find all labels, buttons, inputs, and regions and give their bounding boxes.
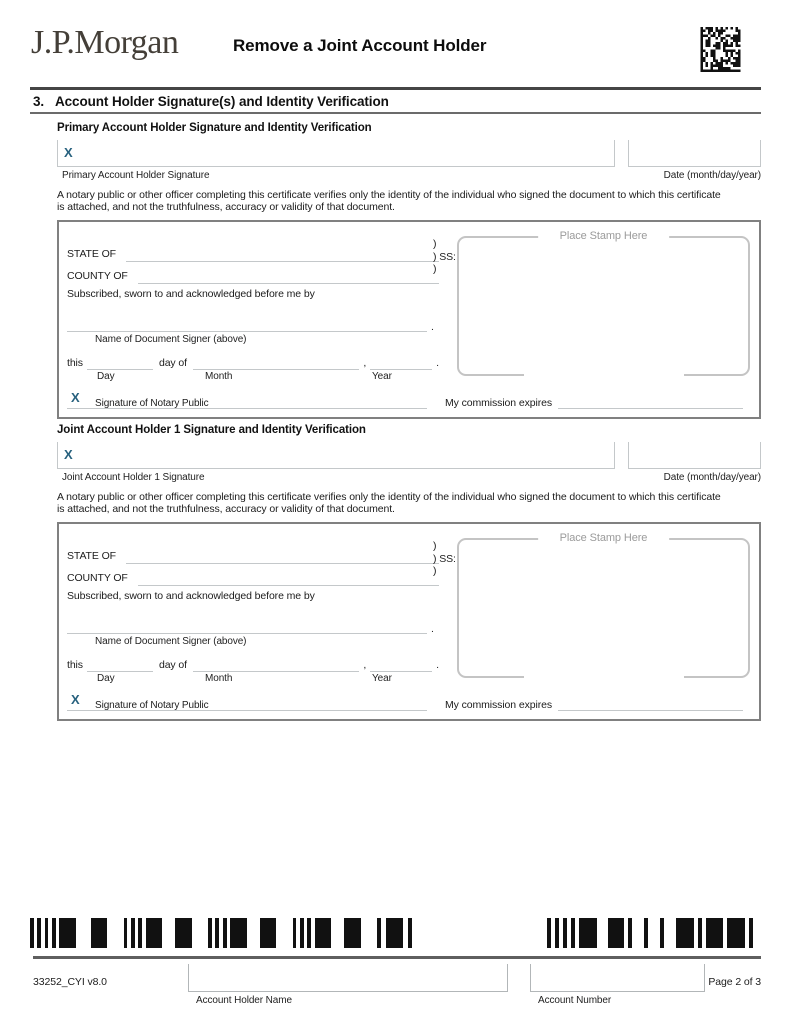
joint-date-input[interactable]	[628, 442, 761, 469]
signature-x-mark: X	[64, 145, 73, 160]
year-label: Year	[372, 371, 392, 382]
signature-label: Primary Account Holder Signature	[62, 170, 210, 181]
joint-signature-input[interactable]	[57, 442, 615, 469]
year-input[interactable]	[370, 658, 432, 672]
state-input[interactable]	[126, 248, 439, 262]
form-title: Remove a Joint Account Holder	[233, 36, 487, 55]
block-heading: Primary Account Holder Signature and Identity Verification	[57, 122, 372, 134]
day-of-word: day of	[158, 659, 187, 671]
this-word: this	[67, 357, 83, 369]
signer-name-label: Name of Document Signer (above)	[95, 636, 247, 647]
subscribed-text: Subscribed, sworn to and acknowledged before me by	[67, 590, 315, 602]
jpmorgan-logo: J.P.Morgan	[31, 24, 179, 61]
signature-label: Joint Account Holder 1 Signature	[62, 472, 205, 483]
state-of-label: STATE OF	[67, 550, 116, 562]
signer-name-input[interactable]	[67, 318, 427, 332]
date-label: Date (month/day/year)	[663, 170, 761, 181]
account-holder-name-input[interactable]	[188, 964, 508, 992]
day-of-word: day of	[158, 357, 187, 369]
notary-box: STATE OF COUNTY OF Subscribed, sworn to and acknowledged before me by . Name of Document Signer (above) this day of , . Day Month Year X ) ) SS: ) Place Stamp Here Signature of Notary Public My commission expires	[57, 522, 761, 721]
day-input[interactable]	[87, 658, 153, 672]
stamp-area[interactable]	[457, 230, 750, 376]
day-input[interactable]	[87, 356, 153, 370]
commission-label: My commission expires	[444, 397, 552, 409]
signer-name-label: Name of Document Signer (above)	[95, 334, 247, 345]
primary-signature-block	[57, 122, 761, 419]
place-stamp-label: Place Stamp Here	[538, 532, 670, 544]
commission-input[interactable]	[558, 395, 743, 409]
barcode-left-icon	[30, 918, 412, 948]
county-of-label: COUNTY OF	[67, 270, 128, 282]
date-label: Date (month/day/year)	[663, 472, 761, 483]
day-label: Day	[97, 673, 115, 684]
notary-x-mark: X	[71, 390, 80, 405]
notary-disclaimer: A notary public or other officer completing this certificate verifies only the identity of the individual who signed the document to which this certificate is attached, and not the truthfulness, accuracy or validity of that document.	[57, 189, 721, 213]
subscribed-text: Subscribed, sworn to and acknowledged before me by	[67, 288, 315, 300]
place-stamp-label: Place Stamp Here	[538, 230, 670, 242]
signer-name-input[interactable]	[67, 620, 427, 634]
notary-box: STATE OF COUNTY OF Subscribed, sworn to and acknowledged before me by . Name of Document Signer (above) this day of , . Day Month Year X ) ) SS: ) Place Stamp Here Signature of Notary Public My commission expires	[57, 220, 761, 419]
ss-parens: ) ) SS: )	[433, 238, 456, 275]
form-id: 33252_CYI v8.0	[33, 976, 107, 988]
footer-divider	[33, 956, 761, 959]
month-label: Month	[205, 673, 233, 684]
account-number-label: Account Number	[538, 995, 612, 1006]
commission-input[interactable]	[558, 697, 743, 711]
account-holder-name-label: Account Holder Name	[196, 995, 292, 1006]
state-of-label: STATE OF	[67, 248, 116, 260]
signature-x-mark: X	[64, 447, 73, 462]
primary-signature-input[interactable]	[57, 140, 615, 167]
county-input[interactable]	[138, 572, 439, 586]
stamp-area[interactable]	[457, 532, 750, 678]
section-title: Account Holder Signature(s) and Identity Verification	[55, 94, 389, 109]
commission-label: My commission expires	[444, 699, 552, 711]
primary-date-input[interactable]	[628, 140, 761, 167]
datamatrix-barcode-icon	[700, 27, 741, 72]
section-number: 3.	[33, 94, 45, 109]
year-input[interactable]	[370, 356, 432, 370]
year-label: Year	[372, 673, 392, 684]
notary-signature-label: Signature of Notary Public	[95, 700, 209, 711]
notary-x-mark: X	[71, 692, 80, 707]
notary-signature-label: Signature of Notary Public	[95, 398, 209, 409]
day-label: Day	[97, 371, 115, 382]
section-divider	[30, 112, 761, 114]
section-heading	[33, 94, 389, 109]
county-of-label: COUNTY OF	[67, 572, 128, 584]
block-heading: Joint Account Holder 1 Signature and Identity Verification	[57, 424, 366, 436]
joint-signature-block	[57, 424, 761, 721]
notary-disclaimer: A notary public or other officer completing this certificate verifies only the identity of the individual who signed the document to which this certificate is attached, and not the truthfulness, accuracy or validity of that document.	[57, 491, 721, 515]
this-word: this	[67, 659, 83, 671]
header-divider	[30, 87, 761, 90]
page-number: Page 2 of 3	[708, 976, 761, 988]
barcode-right-icon	[547, 918, 753, 948]
month-input[interactable]	[193, 356, 359, 370]
state-input[interactable]	[126, 550, 439, 564]
county-input[interactable]	[138, 270, 439, 284]
month-label: Month	[205, 371, 233, 382]
account-number-input[interactable]	[530, 964, 705, 992]
month-input[interactable]	[193, 658, 359, 672]
ss-parens: ) ) SS: )	[433, 540, 456, 577]
